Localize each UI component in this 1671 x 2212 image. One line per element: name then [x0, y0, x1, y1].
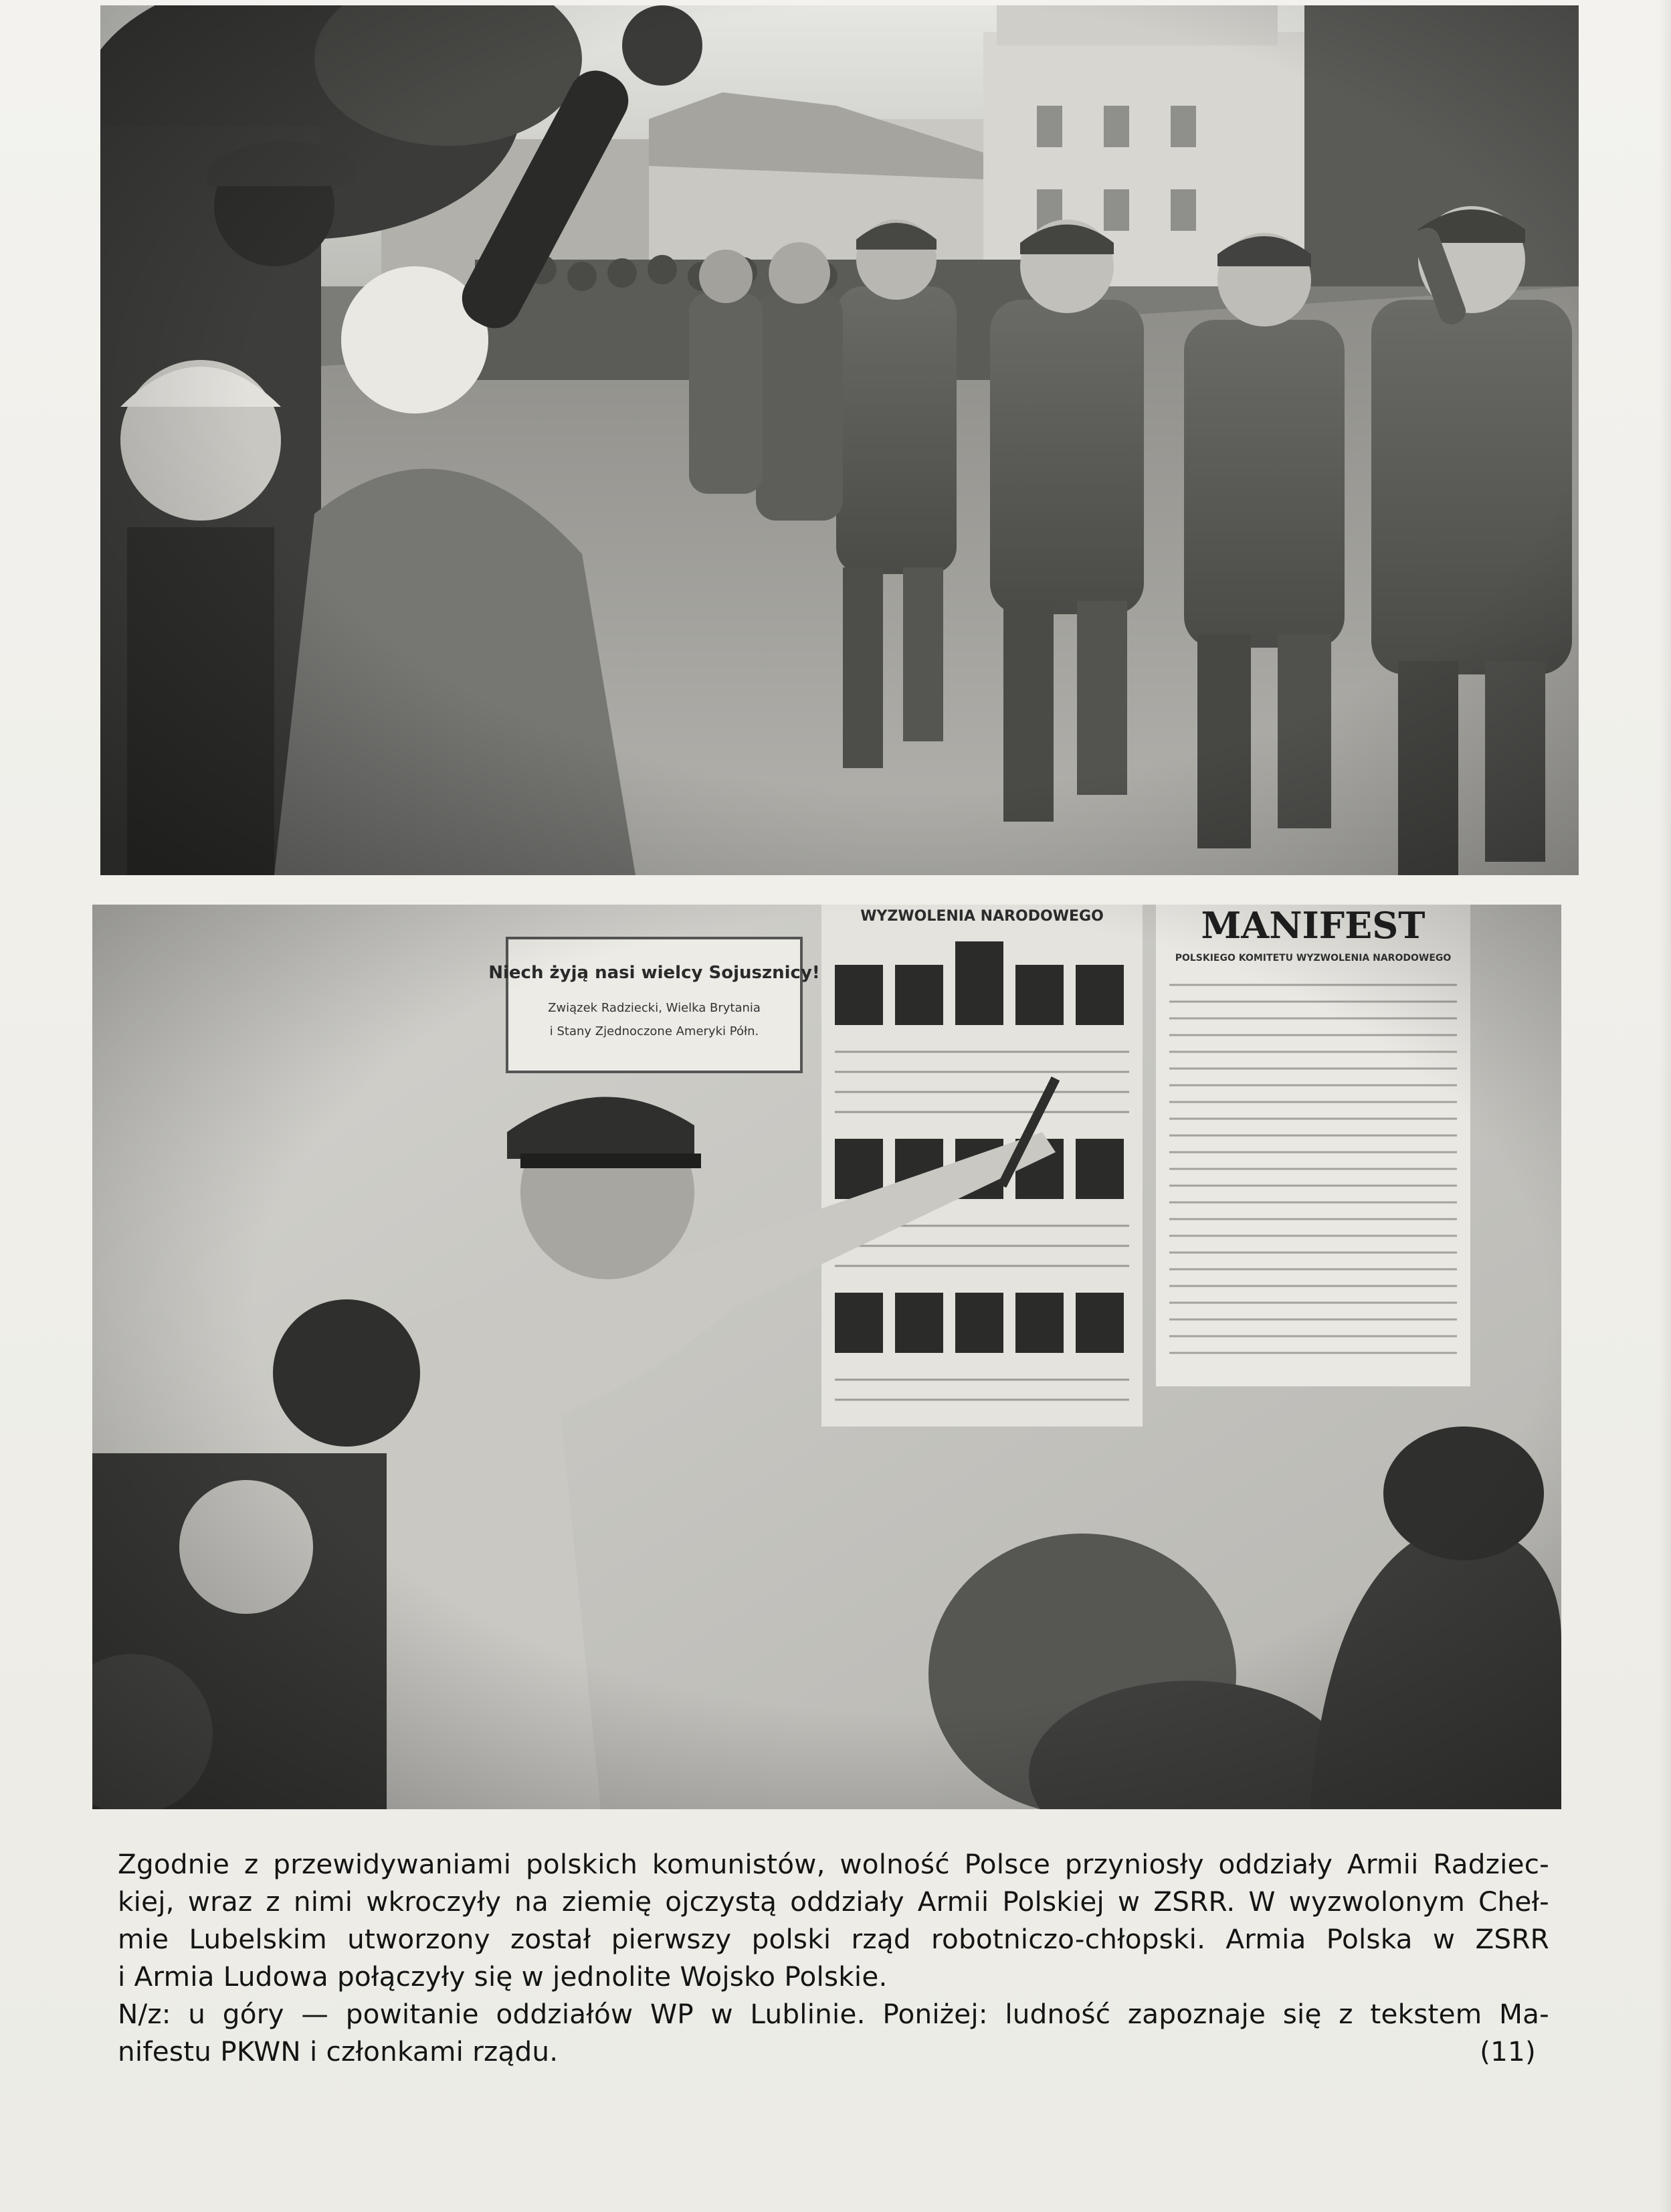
photo-soldiers-marching-image [100, 5, 1579, 875]
photo-soldiers-marching [100, 5, 1579, 875]
caption-last-row [118, 2033, 1549, 2070]
caption-line-5: N/z: u góry — powitanie oddziałów WP w Lublinie. Poniżej: ludność zapoznaje się z tekstem Ma- [118, 1998, 1549, 2030]
photo-caption [118, 1845, 1549, 2070]
caption-line-3: mie Lubelskim utworzony został pierwszy polski rząd robotniczo-chłopski. Armia Polska w ZSRR [118, 1923, 1549, 1955]
photo-manifest-reading-image [92, 905, 1561, 1809]
caption-line-2: kiej, wraz z nimi wkroczyły na ziemię ojczystą oddziały Armii Polskiej w ZSRR. W wyzwolonym Cheł- [118, 1885, 1549, 1918]
photo-manifest-reading [92, 905, 1561, 1809]
paper-edge-shadow [1659, 0, 1671, 2212]
page-number: (11) [1480, 2035, 1536, 2067]
caption-line-4: i Armia Ludowa połączyły się w jednolite Wojsko Polskie. [118, 1960, 888, 1993]
caption-line-1: Zgodnie z przewidywaniami polskich komunistów, wolność Polsce przyniosły oddziały Armii Radziec- [118, 1848, 1549, 1880]
caption-line-6: nifestu PKWN i członkami rządu. [118, 2035, 559, 2067]
